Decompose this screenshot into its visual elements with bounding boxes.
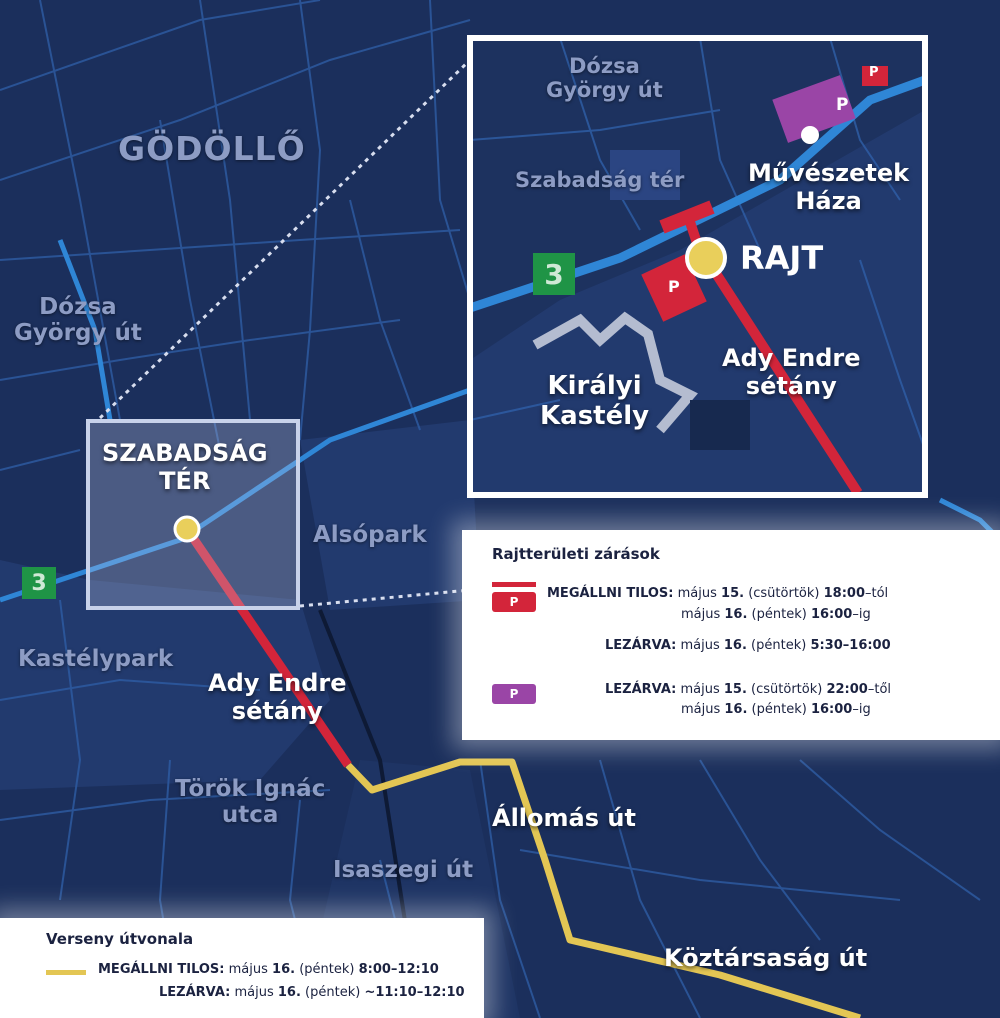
dozsa-gyorgy-ut-label: Dózsa György út (14, 294, 142, 347)
inset-red-parking-p: P (668, 277, 680, 296)
muveszetek-haza-label: Művészetek Háza (748, 159, 910, 215)
inset-ady-endre-label: Ady Endre sétány (722, 344, 861, 400)
start-legend-title: Rajtterületi zárások (492, 545, 660, 563)
inset-szabadsag-ter-label: Szabadság tér (515, 168, 685, 192)
road-number-badge: 3 (22, 567, 56, 599)
inset-building-2 (690, 400, 750, 450)
inset-start-marker (687, 239, 725, 277)
inset-small-parking-p: P (869, 65, 879, 80)
purple-legend-line-2: május 16. (péntek) 16:00–ig (681, 702, 871, 717)
inset-purple-parking-p: P (836, 95, 849, 115)
red-legend-line-2: május 16. (péntek) 16:00–ig (681, 607, 871, 622)
muveszetek-marker (801, 126, 819, 144)
inset-dozsa-label: Dózsa György út (546, 54, 663, 103)
race-route-legend (0, 918, 484, 1018)
start-point-marker (175, 517, 199, 541)
route-legend-line-2: LEZÁRVA: május 16. (péntek) ~11:10–12:10 (159, 985, 465, 1000)
closed-legend-line: LEZÁRVA: május 16. (péntek) 5:30–16:00 (605, 638, 891, 653)
alsopark-label: Alsópark (313, 522, 427, 548)
szabadsag-ter-label: SZABADSÁG TÉR (102, 439, 268, 495)
alsopark-area (300, 420, 480, 610)
route-legend-line-1: MEGÁLLNI TILOS: május 16. (péntek) 8:00–12:10 (98, 962, 439, 977)
start-area-legend (462, 530, 1000, 740)
torok-ignac-utca-label: Török Ignác utca (175, 776, 326, 829)
ady-endre-setany-label: Ady Endre sétány (208, 669, 347, 725)
race-route-swatch (46, 970, 86, 975)
no-stopping-line-swatch (492, 582, 536, 587)
route-legend-title: Verseny útvonala (46, 930, 194, 948)
purple-legend-line-1: LEZÁRVA: május 15. (csütörtök) 22:00–től (605, 682, 892, 697)
kastelypark-label: Kastélypark (18, 646, 174, 672)
allomas-ut-label: Állomás út (492, 804, 636, 832)
city-label: GÖDÖLLŐ (118, 129, 306, 168)
purple-parking-swatch: P (492, 684, 536, 704)
inset-road-number-badge: 3 (533, 253, 575, 295)
red-legend-line-1: MEGÁLLNI TILOS: május 15. (csütörtök) 18:00–tól (547, 586, 889, 601)
koztarsasag-ut-label: Köztársaság út (664, 944, 868, 972)
rajt-label: RAJT (740, 239, 824, 277)
kiralyi-kastely-label: Királyi Kastély (540, 371, 650, 431)
red-parking-swatch: P (492, 592, 536, 612)
isaszegi-ut-label: Isaszegi út (333, 857, 474, 883)
